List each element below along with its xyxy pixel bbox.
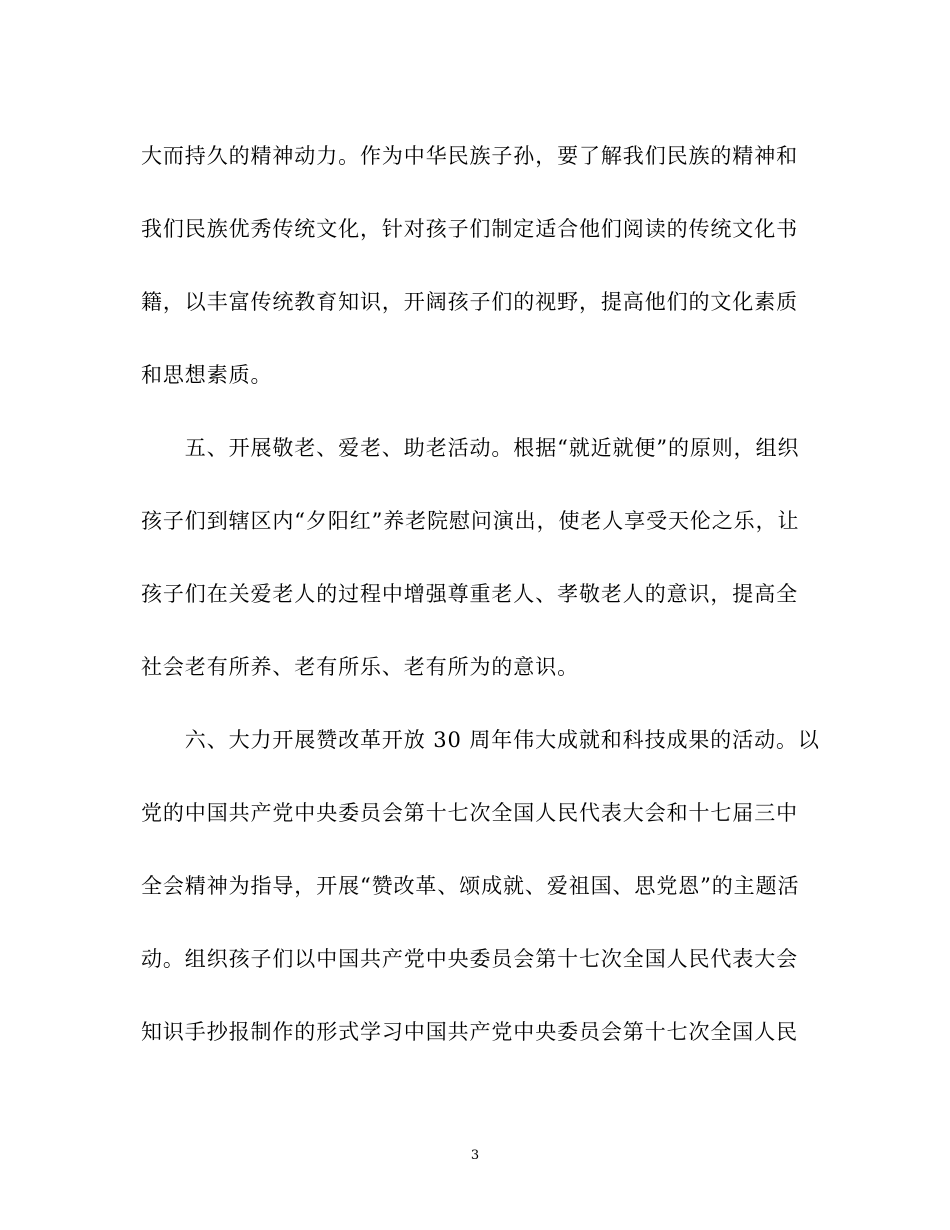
text-line: 五、开展敬老、爱老、助老活动。根据“就近就便”的原则，组织 [141,436,800,460]
text-line: 党的中国共产党中央委员会第十七次全国人民代表大会和十七届三中 [141,801,798,825]
text-line: 大而持久的精神动力。作为中华民族子孙，要了解我们民族的精神和 [141,144,798,168]
text-line: 和思想素质。 [141,363,273,387]
text-line: 籍，以丰富传统教育知识，开阔孩子们的视野，提高他们的文化素质 [141,290,798,314]
text-line: 动。组织孩子们以中国共产党中央委员会第十七次全国人民代表大会 [141,947,798,971]
text-line: 知识手抄报制作的形式学习中国共产党中央委员会第十七次全国人民 [141,1020,798,1044]
page-number: 3 [470,1148,480,1163]
text-line: 孩子们到辖区内“夕阳红”养老院慰问演出，使老人享受天伦之乐，让 [141,509,800,533]
text-line: 社会老有所养、老有所乐、老有所为的意识。 [141,655,579,679]
text-line: 孩子们在关爱老人的过程中增强尊重老人、孝敬老人的意识，提高全 [141,582,798,606]
text-line: 六、大力开展赞改革开放 30 周年伟大成就和科技成果的活动。以 [141,728,820,752]
text-line: 全会精神为指导，开展“赞改革、颂成就、爱祖国、思党恩”的主题活 [141,874,800,898]
text-line: 我们民族优秀传统文化，针对孩子们制定适合他们阅读的传统文化书 [141,217,798,241]
